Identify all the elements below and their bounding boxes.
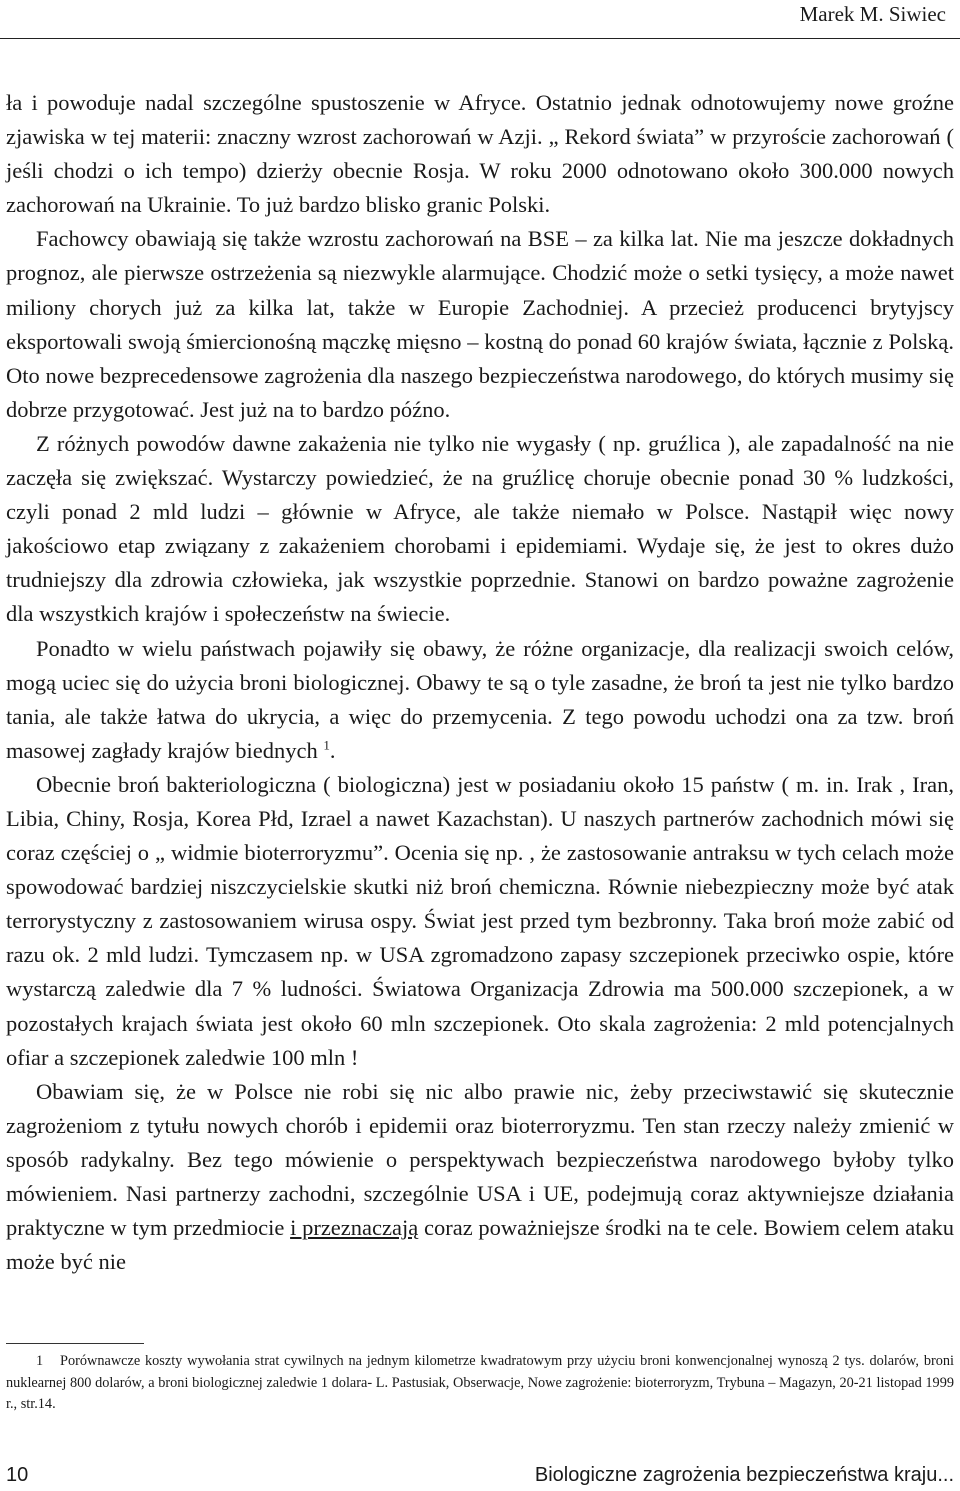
paragraph-3: Z różnych powodów dawne zakażenia nie tylko nie wygasły ( np. gruźlica ), ale zapadalność na nie zaczęła się zwiększać. Wystarczy powiedzieć, że na gruźlicę choruje obecnie ponad 30 % ludzkości, czyli ponad 2 mld ludzi – głównie w Afryce, ale także niemało w Polsce. Nastąpił więc nowy jakościowo etap związany z zakażeniem chorobami i epidemiami. Wydaje się, że jest to okres dużo trudniejszy dla zdrowia człowieka, jak wszystkie poprzednie. Stanowi on bardzo poważne zagrożenie dla wszystkich krajów i społeczeństw na świecie. [6,430,954,627]
paragraph-6-text-before: Obawiam się, że w Polsce nie robi się nic albo prawie nic, żeby przeciwstawić się skutecznie zagrożeniom z tytułu nowych chorób i epidemii oraz bioterroryzmu. Ten stan rzeczy należy zmienić w sposób radykalny. Bez tego mówienie o perspektywach bezpieczeństwa narodowego byłoby tylko mówieniem. Nasi partnerzy zachodni, szczególnie USA i UE, podejmują coraz aktywniejsze działania praktyczne w tym przedmiocie [6,1078,954,1241]
running-footer-title: Biologiczne zagrożenia bezpieczeństwa kraju... [534,1464,954,1486]
footnote-reference[interactable]: 1 [323,737,330,753]
paragraph-6-text-after: coraz poważniejsze środki na te cele. Bowiem celem ataku może być nie [6,1215,955,1275]
footnote-rule [6,1343,144,1344]
running-header-author: Marek M. Siwiec [799,2,946,26]
paragraph-1: ła i powoduje nadal szczególne spustoszenie w Afryce. Ostatnio jednak odnotowujemy nowe groźne zjawiska w tej materii: znaczny wzrost zachorowań w Azji. „ Rekord świata” w przyroście zachorowań ( jeśli chodzi o ich tempo) dzierży obecnie Rosja. W roku 2000 odnotowano około 300.000 nowych zachorowań na Ukrainie. To już bardzo blisko granic Polski. [6,90,954,218]
header-rule [0,38,960,39]
paragraph-6 [6,1075,954,1280]
footnote-text: Porównawcze koszty wywołania strat cywilnych na jednym kilometrze kwadratowym przy użyciu broni konwencjonalnej wynoszą 2 tys. dolarów, broni nuklearnej 800 dolarów, a broni biologicznej zaledwie 1 dolara- L. Pastusiak, Obserwacje, Nowe zagrożenie: bioterroryzm, Trybuna – Magazyn, 20-21 listopad 1999 r., str.14. [6,1353,954,1412]
footnote-number: 1 [36,1353,44,1369]
paragraph-4-text: Ponadto w wielu państwach pojawiły się obawy, że różne organizacje, dla realizacji swoich celów, mogą uciec się do użycia broni biologicznej. Obawy te są o tyle zasadne, że broń ta jest nie tylko bardzo tania, ale także łatwa do ukrycia, a więc do przemycenia. Z tego powodu uchodzi ona za tzw. broń masowej zagłady krajów biednych [6,635,954,763]
paragraph-4 [6,632,954,768]
paragraph-2: Fachowcy obawiają się także wzrostu zachorowań na BSE – za kilka lat. Nie ma jeszcze dokładnych prognoz, ale pierwsze ostrzeżenia są niezwykle alarmujące. Chodzić może o setki tysięcy, a może nawet miliony chorych już za kilka lat, także w Europie Zachodniej. A przecież producenci brytyjscy eksportowali swoją śmiercionośną mączkę mięsno – kostną do ponad 60 krajów świata, łącznie z Polską. Oto nowe bezprecedensowe zagrożenia dla naszego bezpieczeństwa narodowego, do których musimy się dobrze przygotować. Jest już na to bardzo późno. [6,226,954,422]
underlined-phrase: i przeznaczają [290,1215,419,1241]
paragraph-5: Obecnie broń bakteriologiczna ( biologiczna) jest w posiadaniu około 15 państw ( m. in. Irak , Iran, Libia, Chiny, Rosja, Korea Płd, Izrael a nawet Kazachstan). U naszych partnerów zachodnich mówi się coraz częściej o „ widmie bioterroryzmu”. Ocenia się np. , że zastosowanie antraksu w tych celach może spowodować bardziej niszczycielskie skutki niż broń chemiczna. Równie niebezpieczny może być atak terrorystyczny z zastosowaniem wirusa ospy. Świat jest przed tym bezbronny. Taka broń może zabić od razu ok. 2 mld ludzi. Tymczasem np. w USA zgromadzono zapasy szczepionek przeciwko ospie, które wystarczą zaledwie dla 7 % ludności. Światowa Organizacja Zdrowia ma 500.000 szczepionek, a w pozostałych krajach świata jest około 60 mln szczepionek. Oto skala zagrożenia: 2 mld potencjalnych ofiar a szczepionek zaledwie 100 mln ! [6,771,954,1070]
page-number: 10 [6,1464,29,1486]
footnote [6,1351,954,1416]
paragraph-4-tail: . [329,737,336,763]
body-text [6,86,954,1279]
